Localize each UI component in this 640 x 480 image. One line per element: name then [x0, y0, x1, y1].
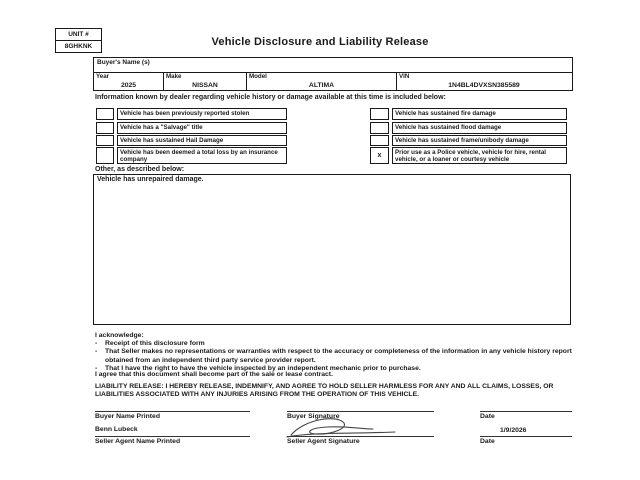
vin-value: 1N4BL4DVXSN385589: [448, 82, 520, 89]
seller-agent-date-value: 1/9/2026: [500, 427, 527, 434]
unit-number-value: 8GHKNK: [56, 40, 101, 51]
dealer-info-line: Information known by dealer regarding vehicle history or damage available at this time is included below:: [95, 94, 446, 101]
buyer-signature-line: [287, 411, 434, 412]
seller-agent-name-value: Benn Lubeck: [95, 426, 138, 433]
bullet-dash: -: [95, 348, 98, 356]
model-cell: [247, 73, 397, 90]
buyer-signature-label: Buyer Signature: [287, 413, 340, 420]
label-stolen: Vehicle has been previously reported stolen: [117, 108, 287, 120]
buyer-name-row: [94, 58, 572, 73]
liability-release-text: LIABILITY RELEASE: I HEREBY RELEASE, INDEMNIFY, AND AGREE TO HOLD SELLER HARMLESS FOR ANY AND ALL CLAIMS, LOSSES, OR LIABILITIES ASSOCIATED WITH ANY INJURIES ARISING FROM THE OPERATION OF THIS VEHICLE.: [95, 383, 554, 399]
checkbox-police-rental: x: [370, 147, 389, 164]
year-value: 2025: [120, 82, 137, 89]
seller-agent-name-printed-label: Seller Agent Name Printed: [95, 438, 181, 445]
label-frame: Vehicle has sustained frame/unibody damage: [392, 135, 567, 146]
make-value: NISSAN: [192, 82, 218, 89]
label-total-loss: Vehicle has been deemed a total loss by an insurance company: [117, 147, 287, 164]
label-salvage: Vehicle has a "Salvage" title: [117, 122, 287, 134]
label-flood: Vehicle has sustained flood damage: [392, 122, 567, 134]
label-police-rental: Prior use as a Police vehicle, vehicle for hire, rental vehicle, or a loaner or courtesy vehicle: [392, 147, 567, 164]
seller-agent-signature-line: [287, 436, 434, 437]
seller-agent-date-label: Date: [480, 438, 495, 445]
checkbox-stolen: [96, 108, 114, 120]
buyer-vehicle-table: [93, 57, 573, 91]
agree-line: I agree that this document shall become part of the sale or lease contract.: [95, 371, 333, 378]
buyer-name-printed-label: Buyer Name Printed: [95, 413, 160, 420]
checkbox-salvage: [96, 122, 114, 134]
make-cell: [164, 73, 247, 90]
vehicle-info-row: [94, 73, 572, 90]
page-title: Vehicle Disclosure and Liability Release: [211, 36, 429, 48]
other-description-box: [93, 174, 571, 325]
make-label: Make: [166, 73, 182, 80]
model-value: ALTIMA: [308, 82, 335, 89]
seller-agent-date-line: [480, 436, 572, 437]
acknowledge-item: - That Seller makes no representations or warranties with respect to the accuracy or completeness of the information in any vehicle history report obtained from an independent third party service provider report.: [95, 348, 572, 364]
label-hail: Vehicle has sustained Hail Damage: [117, 135, 287, 146]
bullet-dash: -: [95, 364, 98, 372]
other-described-label: Other, as described below:: [95, 166, 185, 173]
buyer-date-label: Date: [480, 413, 495, 420]
vin-cell: [397, 73, 571, 90]
unit-number-label: UNIT #: [68, 31, 89, 38]
checkbox-total-loss: [96, 147, 114, 164]
year-label: Year: [96, 73, 110, 80]
seller-agent-signature-label: Seller Agent Signature: [287, 438, 360, 445]
bullet-dash: -: [95, 340, 98, 348]
checkbox-flood: [370, 122, 389, 134]
acknowledgement-block: [95, 332, 579, 373]
seller-agent-name-line: [95, 436, 250, 437]
buyer-name-label: Buyer's Name (s): [97, 59, 150, 66]
vin-label: VIN: [399, 73, 410, 80]
checkbox-hail: [96, 135, 114, 146]
label-fire: Vehicle has sustained fire damage: [392, 108, 567, 120]
checkbox-frame: [370, 135, 389, 146]
acknowledge-item: - That I have the right to have the vehicle inspected by an independent mechanic prior to purchase.: [95, 364, 421, 372]
buyer-name-line: [95, 411, 250, 412]
acknowledge-item: - Receipt of this disclosure form: [95, 340, 205, 348]
acknowledge-heading: I acknowledge:: [95, 332, 144, 339]
checkbox-fire: [370, 108, 389, 120]
year-cell: [94, 73, 164, 90]
model-label: Model: [249, 73, 267, 80]
buyer-date-line: [480, 411, 572, 412]
other-description-value: Vehicle has unrepaired damage.: [97, 176, 204, 183]
